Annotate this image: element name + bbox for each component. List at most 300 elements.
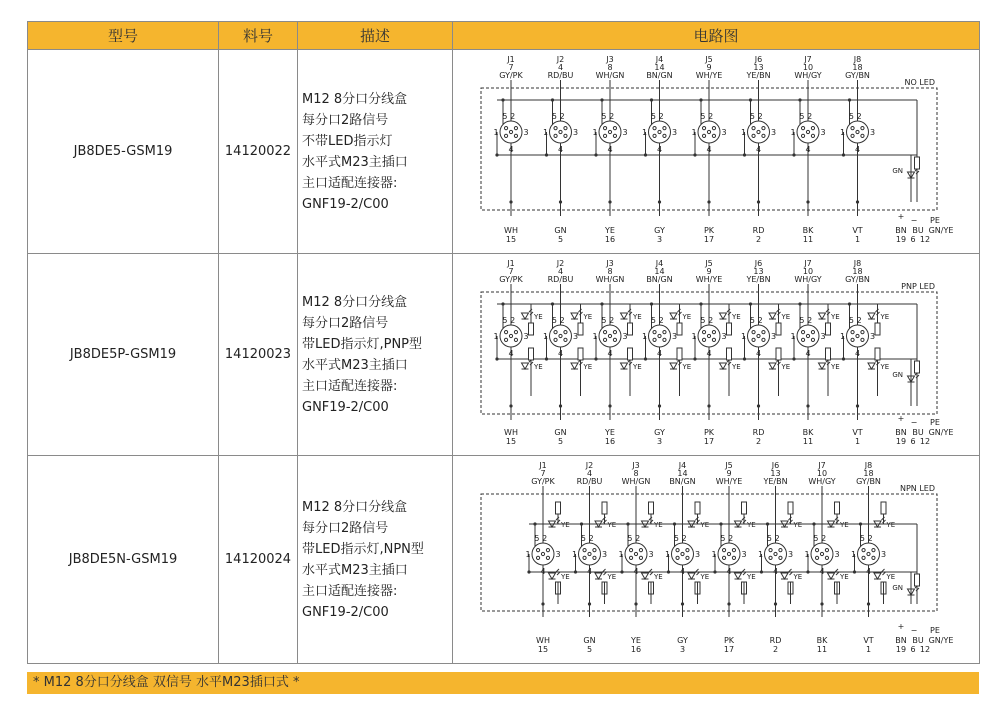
terminal-color-label: GN (554, 428, 567, 437)
ye-label: YE (534, 313, 543, 321)
m12-connector-icon (847, 325, 869, 347)
pin-4-label: 4 (656, 145, 663, 154)
pin-5-label: 5 (534, 534, 540, 543)
m12-connector-icon (718, 543, 740, 565)
port-pin-label: 13 (753, 267, 764, 276)
pin-3-label: 3 (820, 332, 826, 341)
ye-label: YE (682, 313, 692, 321)
resistor-icon (556, 502, 561, 514)
junction-dot (713, 570, 716, 573)
power-pin-label: 6 (910, 235, 916, 244)
junction-dot (806, 570, 809, 573)
pin-4-label: 4 (805, 145, 811, 154)
pin-3-label: 3 (671, 332, 678, 341)
resistor-icon (602, 502, 607, 514)
port-color-label: BN/GN (646, 71, 673, 80)
m12-connector-icon (765, 543, 787, 565)
port-name-label: J3 (606, 259, 614, 268)
table-row (28, 50, 980, 254)
m12-connector-icon (649, 121, 671, 143)
m12-connector-icon (698, 121, 720, 143)
ye-label: YE (831, 313, 840, 321)
junction-dot (798, 302, 801, 305)
power-color-label: BN (895, 226, 907, 235)
port-name-label: J1 (507, 55, 515, 64)
pin-4-label: 4 (656, 349, 663, 358)
led-type-label: NPN LED (899, 484, 935, 493)
pin-4-label: 4 (819, 567, 825, 576)
port-pin-label: 10 (802, 267, 814, 276)
pin-1-label: 1 (493, 332, 499, 341)
desc-line: GNF19-2/C00 (302, 399, 389, 415)
terminal-pin-label: 1 (854, 235, 861, 244)
ye-label: YE (781, 363, 791, 371)
pin-1-label: 1 (757, 550, 764, 559)
part-cell: 14120022 (219, 50, 298, 254)
port-color-label: GY/PK (499, 71, 523, 80)
ye-label: YE (700, 521, 710, 529)
led-diode-icon (595, 573, 602, 579)
port-pin-label: 7 (540, 469, 546, 478)
pin-1-label: 1 (525, 550, 531, 559)
led-diode-icon (819, 313, 826, 319)
junction-dot (600, 98, 603, 101)
power-plus-label: + (897, 414, 905, 423)
ye-label: YE (747, 521, 756, 529)
junction-dot (792, 153, 795, 156)
terminal-color-label: GY (654, 226, 665, 235)
port-name-label: J2 (556, 55, 565, 64)
terminal-pin-label: 2 (772, 645, 779, 654)
port-name-label: J7 (804, 259, 812, 268)
terminal-color-label: BK (802, 226, 814, 235)
m12-connector-icon (748, 325, 770, 347)
port-color-label: GY/PK (499, 275, 523, 284)
pin-4-label: 4 (772, 567, 779, 576)
ye-label: YE (682, 363, 692, 371)
power-pe-label: PE (930, 626, 940, 635)
ye-label: YE (561, 521, 570, 529)
port-color-label: WH/GY (808, 477, 836, 486)
junction-dot (501, 98, 504, 101)
resistor-icon (915, 574, 920, 586)
pin-3-label: 3 (523, 128, 529, 137)
pin-5-label: 5 (502, 316, 508, 325)
terminal-color-label: BK (802, 428, 814, 437)
ye-label: YE (840, 521, 849, 529)
port-pin-label: 9 (726, 469, 732, 478)
ye-label: YE (840, 573, 849, 581)
pin-3-label: 3 (721, 332, 727, 341)
port-color-label: WH/GY (794, 71, 822, 80)
ye-label: YE (700, 573, 710, 581)
led-diode-icon (868, 313, 875, 319)
power-color-label: BU (912, 226, 924, 235)
terminal-pin-label: 16 (604, 437, 616, 446)
power-plus-label: + (897, 212, 905, 221)
port-color-label: RD/BU (547, 71, 574, 80)
port-name-label: J4 (655, 55, 664, 64)
led-diode-icon (769, 363, 776, 369)
pin-4-label: 4 (865, 567, 872, 576)
desc-line: M12 8分口分线盒 (302, 294, 408, 310)
led-diode-icon (688, 573, 695, 579)
terminal-color-label: GY (654, 428, 665, 437)
pin-3-label: 3 (770, 332, 777, 341)
port-color-label: WH/YE (715, 477, 743, 486)
m12-connector-icon (858, 543, 880, 565)
pin-2-label: 2 (708, 112, 714, 121)
desc-line: 每分口2路信号 (302, 520, 389, 536)
terminal-color-label: PK (703, 428, 715, 437)
port-pin-label: 9 (706, 63, 712, 72)
pin-5-label: 5 (673, 534, 679, 543)
port-pin-label: 14 (677, 469, 688, 478)
terminal-pin-label: 15 (505, 437, 517, 446)
terminal-pin-label: 3 (656, 437, 663, 446)
pin-3-label: 3 (648, 550, 654, 559)
port-pin-label: 7 (508, 63, 514, 72)
port-color-label: BN/GN (646, 275, 673, 284)
terminal-pin-label: 3 (656, 235, 663, 244)
port-pin-label: 14 (654, 63, 665, 72)
pin-5-label: 5 (650, 316, 656, 325)
resistor-icon (915, 157, 920, 169)
port-pin-label: 8 (607, 267, 613, 276)
circuit-diagram-pnp-led (453, 254, 979, 455)
port-color-label: GY/BN (845, 71, 870, 80)
terminal-pin-label: 1 (865, 645, 872, 654)
led-diode-icon (522, 313, 529, 319)
pin-4-label: 4 (726, 567, 732, 576)
junction-dot (533, 522, 536, 525)
resistor-icon (881, 502, 886, 514)
pin-4-label: 4 (755, 145, 762, 154)
circuit-diagram-cell (453, 456, 980, 664)
port-name-label: J3 (606, 55, 614, 64)
pin-2-label: 2 (559, 316, 565, 325)
pin-5-label: 5 (766, 534, 772, 543)
junction-dot (848, 98, 851, 101)
pin-3-label: 3 (572, 128, 579, 137)
junction-dot (650, 302, 653, 305)
pin-3-label: 3 (880, 550, 887, 559)
terminal-pin-label: 16 (604, 235, 616, 244)
desc-line: 带LED指示灯,NPN型 (302, 541, 424, 557)
junction-dot (551, 98, 554, 101)
port-color-label: WH/GN (595, 71, 625, 80)
junction-dot (760, 570, 763, 573)
m12-connector-icon (797, 121, 819, 143)
led-type-label: NO LED (904, 78, 935, 87)
power-pin-label: 12 (919, 235, 931, 244)
pin-2-label: 2 (658, 112, 664, 121)
junction-dot (551, 302, 554, 305)
pin-5-label: 5 (749, 112, 755, 121)
resistor-icon (628, 323, 633, 335)
pin-5-label: 5 (502, 112, 508, 121)
terminal-color-label: RD (752, 226, 765, 235)
pin-4-label: 4 (805, 349, 811, 358)
pin-1-label: 1 (740, 332, 747, 341)
power-pin-label: 19 (895, 645, 907, 654)
ye-label: YE (880, 313, 890, 321)
led-diode-icon (571, 313, 578, 319)
junction-dot (580, 522, 583, 525)
m12-connector-icon (698, 325, 720, 347)
pin-2-label: 2 (867, 534, 873, 543)
power-color-label: GN/YE (928, 226, 954, 235)
led-diode-icon (720, 363, 727, 369)
pin-3-label: 3 (622, 332, 628, 341)
model-cell: JB8DE5-GSM19 (28, 50, 219, 254)
terminal-pin-label: 17 (723, 645, 735, 654)
resistor-icon (742, 502, 747, 514)
junction-dot (545, 153, 548, 156)
ye-label: YE (747, 573, 756, 581)
junction-dot (545, 357, 548, 360)
pin-5-label: 5 (799, 112, 805, 121)
port-name-label: J2 (585, 461, 594, 470)
header-model: 型号 (28, 22, 219, 50)
pin-2-label: 2 (856, 316, 862, 325)
terminal-pin-label: 15 (505, 235, 517, 244)
junction-dot (644, 357, 647, 360)
part-cell: 14120023 (219, 254, 298, 456)
pin-2-label: 2 (708, 316, 714, 325)
port-color-label: WH/YE (695, 71, 723, 80)
circuit-diagram-cell (453, 50, 980, 254)
pin-4-label: 4 (633, 567, 639, 576)
port-pin-label: 13 (753, 63, 764, 72)
power-color-label: BU (912, 428, 924, 437)
port-name-label: J7 (804, 55, 812, 64)
pin-4-label: 4 (679, 567, 686, 576)
model-cell: JB8DE5N-GSM19 (28, 456, 219, 664)
port-color-label: GY/BN (845, 275, 870, 284)
pin-2-label: 2 (609, 316, 615, 325)
ye-label: YE (880, 363, 890, 371)
port-name-label: J5 (705, 55, 713, 64)
m12-connector-icon (672, 543, 694, 565)
port-color-label: GY/BN (856, 477, 881, 486)
port-pin-label: 4 (586, 469, 593, 478)
port-pin-label: 14 (654, 267, 665, 276)
pin-5-label: 5 (551, 316, 557, 325)
m12-connector-icon (550, 325, 572, 347)
junction-dot (842, 153, 845, 156)
resistor-icon (529, 323, 534, 335)
gn-label: GN (892, 167, 903, 175)
led-diode-icon (571, 363, 578, 369)
resistor-icon (875, 348, 880, 360)
led-diode-icon (670, 313, 677, 319)
terminal-color-label: PK (703, 226, 715, 235)
pin-4-label: 4 (557, 349, 564, 358)
terminal-pin-label: 2 (755, 235, 762, 244)
port-name-label: J4 (678, 461, 687, 470)
terminal-color-label: VT (852, 226, 863, 235)
junction-dot (749, 302, 752, 305)
power-pin-label: 19 (895, 235, 907, 244)
terminal-pin-label: 5 (557, 235, 564, 244)
resistor-icon (727, 323, 732, 335)
pin-1-label: 1 (542, 128, 549, 137)
led-diode-icon (828, 573, 835, 579)
pin-3-label: 3 (671, 128, 678, 137)
pin-1-label: 1 (740, 128, 747, 137)
resistor-icon (695, 502, 700, 514)
ye-label: YE (654, 521, 663, 529)
port-color-label: YE/BN (746, 71, 771, 80)
pin-4-label: 4 (854, 145, 861, 154)
junction-dot (644, 153, 647, 156)
port-pin-label: 8 (633, 469, 639, 478)
junction-dot (848, 302, 851, 305)
pin-3-label: 3 (770, 128, 777, 137)
pin-3-label: 3 (834, 550, 840, 559)
junction-dot (743, 153, 746, 156)
port-color-label: WH/GY (794, 275, 822, 284)
port-pin-label: 18 (852, 267, 863, 276)
pin-4-label: 4 (508, 349, 514, 358)
pin-5-label: 5 (601, 112, 607, 121)
resistor-icon (776, 348, 781, 360)
led-diode-icon (621, 313, 628, 319)
junction-dot (650, 98, 653, 101)
pin-2-label: 2 (807, 112, 813, 121)
port-pin-label: 10 (816, 469, 828, 478)
pin-5-label: 5 (700, 316, 706, 325)
pin-1-label: 1 (839, 128, 846, 137)
resistor-icon (826, 323, 831, 335)
terminal-pin-label: 1 (854, 437, 861, 446)
pin-1-label: 1 (691, 332, 697, 341)
pin-3-label: 3 (694, 550, 701, 559)
part-cell: 14120024 (219, 456, 298, 664)
terminal-color-label: BK (816, 636, 828, 645)
pin-4-label: 4 (706, 145, 712, 154)
junction-dot (812, 522, 815, 525)
pin-1-label: 1 (592, 332, 598, 341)
pin-2-label: 2 (821, 534, 827, 543)
desc-cell (298, 50, 453, 254)
junction-dot (699, 302, 702, 305)
terminal-color-label: YE (631, 636, 641, 645)
terminal-color-label: RD (752, 428, 765, 437)
pin-3-label: 3 (820, 128, 826, 137)
m12-connector-icon (625, 543, 647, 565)
pin-4-label: 4 (854, 349, 861, 358)
power-minus-label: − (910, 626, 918, 635)
resistor-icon (529, 348, 534, 360)
pin-2-label: 2 (807, 316, 813, 325)
port-name-label: J7 (818, 461, 826, 470)
junction-dot (495, 153, 498, 156)
power-color-label: BN (895, 636, 907, 645)
junction-dot (853, 570, 856, 573)
junction-dot (798, 98, 801, 101)
resistor-icon (788, 502, 793, 514)
led-diode-icon (868, 363, 875, 369)
m12-connector-icon (532, 543, 554, 565)
pin-4-label: 4 (508, 145, 514, 154)
resistor-icon (776, 323, 781, 335)
desc-line: 不带LED指示灯 (302, 133, 393, 149)
desc-cell (298, 254, 453, 456)
desc-line: M12 8分口分线盒 (302, 499, 408, 515)
port-pin-label: 13 (770, 469, 781, 478)
junction-dot (693, 153, 696, 156)
power-pin-label: 6 (910, 645, 916, 654)
port-color-label: RD/BU (547, 275, 574, 284)
power-minus-label: − (910, 418, 918, 427)
junction-dot (743, 357, 746, 360)
power-color-label: GN/YE (928, 428, 954, 437)
junction-dot (626, 522, 629, 525)
ye-label: YE (781, 313, 791, 321)
desc-line: GNF19-2/C00 (302, 196, 389, 212)
pin-1-label: 1 (711, 550, 717, 559)
pin-5-label: 5 (749, 316, 755, 325)
led-diode-icon (522, 363, 529, 369)
junction-dot (673, 522, 676, 525)
m12-connector-icon (500, 121, 522, 143)
terminal-color-label: GY (677, 636, 688, 645)
pin-4-label: 4 (755, 349, 762, 358)
pin-5-label: 5 (700, 112, 706, 121)
led-diode-icon (621, 363, 628, 369)
port-name-label: J3 (632, 461, 640, 470)
junction-dot (600, 302, 603, 305)
port-pin-label: 18 (863, 469, 874, 478)
port-name-label: J8 (853, 55, 862, 64)
pin-1-label: 1 (804, 550, 810, 559)
pin-4-label: 4 (607, 145, 613, 154)
pin-2-label: 2 (510, 316, 516, 325)
junction-dot (719, 522, 722, 525)
resistor-icon (826, 348, 831, 360)
pin-2-label: 2 (542, 534, 548, 543)
desc-line: M12 8分口分线盒 (302, 91, 408, 107)
led-diode-icon (874, 573, 881, 579)
junction-dot (842, 357, 845, 360)
terminal-pin-label: 16 (630, 645, 642, 654)
power-pe-label: PE (930, 216, 940, 225)
pin-3-label: 3 (622, 128, 628, 137)
port-name-label: J1 (507, 259, 515, 268)
m12-connector-icon (748, 121, 770, 143)
m12-connector-icon (797, 325, 819, 347)
pin-1-label: 1 (790, 332, 796, 341)
table-header-row (28, 22, 980, 50)
pin-5-label: 5 (650, 112, 656, 121)
port-name-label: J1 (539, 461, 547, 470)
desc-line: 带LED指示灯,PNP型 (302, 336, 423, 352)
pin-4-label: 4 (706, 349, 712, 358)
desc-line: 主口适配连接器: (302, 378, 398, 394)
junction-dot (527, 570, 530, 573)
junction-dot (859, 522, 862, 525)
pin-5-label: 5 (848, 316, 854, 325)
led-diode-icon (670, 363, 677, 369)
ye-label: YE (793, 573, 803, 581)
resistor-icon (835, 502, 840, 514)
pin-1-label: 1 (839, 332, 846, 341)
ye-label: YE (793, 521, 803, 529)
port-name-label: J5 (705, 259, 713, 268)
terminal-pin-label: 2 (755, 437, 762, 446)
